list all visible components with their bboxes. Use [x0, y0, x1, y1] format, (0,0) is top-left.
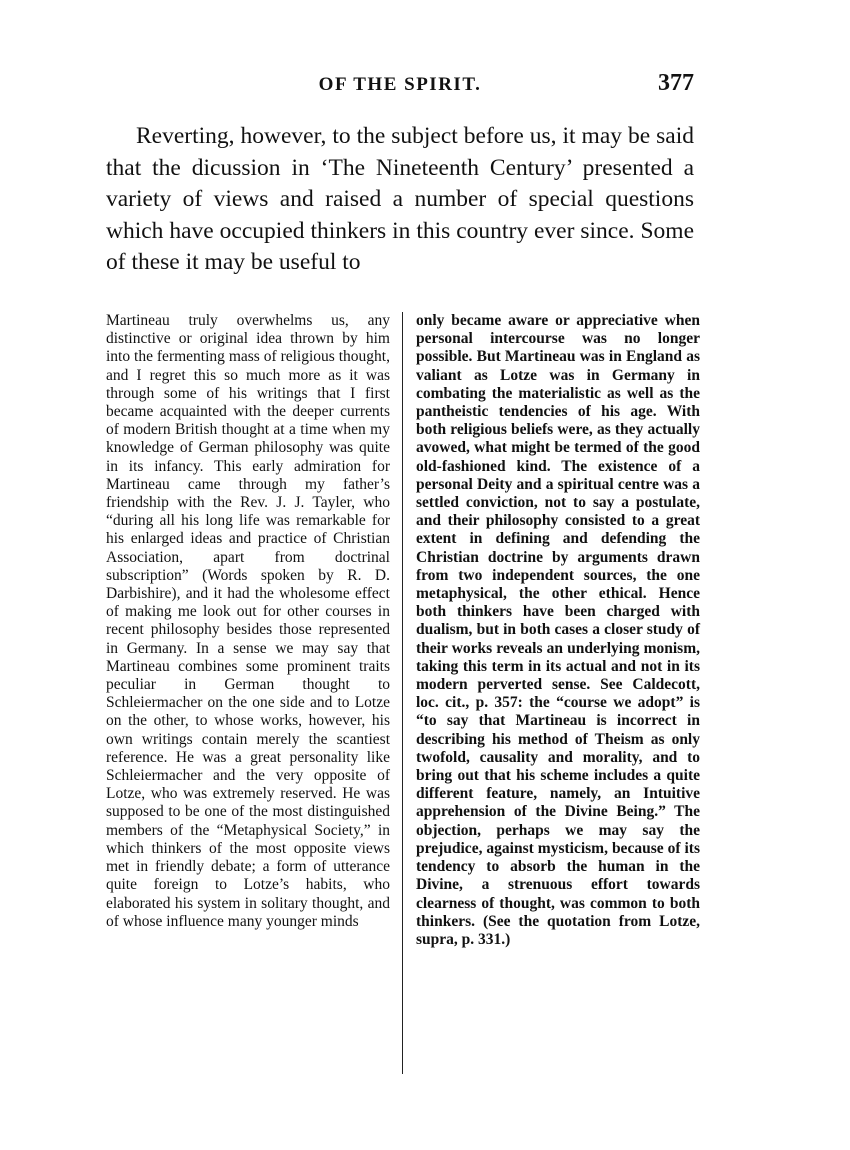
page-header: [106, 70, 694, 102]
main-text: [106, 121, 694, 279]
running-title: OF THE SPIRIT.: [318, 74, 482, 95]
column-divider: [402, 312, 403, 1074]
footnote-left-column: [106, 312, 390, 931]
footnote-right-column: [416, 312, 700, 949]
footnote-right-text: only became aware or appreciative when personal intercourse was no longer possible. But Martineau was in England as valiant as Lotze was in Germany in combating the materialistic as well as the pantheistic tendencies of his age. With both religious beliefs were, as they actually avowed, what might be termed of the good old-fashioned kind. The existence of a personal Deity and a spiritual centre was a settled conviction, not to say a postulate, and their philosophy consisted to a great extent in defining and defending the Christian doctrine by arguments drawn from two independent sources, the one metaphysical, the other ethical. Hence both thinkers have been charged with dualism, but in both cases a closer study of their works reveals an underlying monism, taking this term in its actual and not in its modern perverted sense. See Caldecott, loc. cit., p. 357: the “course we adopt” is “to say that Martineau is incorrect in describing his method of Theism as only twofold, causality and morality, and to bring out that his scheme includes a quite different feature, namely, an Intuitive apprehension of the Divine Being.” The objection, perhaps we may say the prejudice, against mysticism, because of its tendency to absorb the human in the Divine, a strenuous effort towards clearness of thought, was common to both thinkers. (See the quotation from Lotze, supra, p. 331.): [416, 312, 700, 948]
body-paragraph: Reverting, however, to the subject before us, it may be said that the dicussion in ‘The Nineteenth Century’ presented a variety of views and raised a number of special questions which have occupied thinkers in this country ever since. Some of these it may be useful to: [106, 123, 694, 275]
footnote-left-text: Martineau truly overwhelms us, any distinctive or original idea thrown by him into the fermenting mass of religious thought, and I regret this so much more as it was through some of his writings that I first became acquainted with the deeper currents of modern British thought at a time when my knowledge of German philosophy was quite in its infancy. This early admiration for Martineau came through my father’s friendship with the Rev. J. J. Tayler, who “during all his long life was remarkable for his enlarged ideas and practice of Christian Association, apart from doctrinal subscription” (Words spoken by R. D. Darbishire), and it had the wholesome effect of making me look out for other courses in recent philosophy besides those represented in Germany. In a sense we may say that Martineau combines some prominent traits peculiar in German thought to Schleiermacher on the one side and to Lotze on the other, to whose works, however, his own writings contain merely the scantiest reference. He was a great personality like Schleiermacher and the very opposite of Lotze, who was extremely reserved. He was supposed to be one of the most distinguished members of the “Metaphysical Society,” in which thinkers of the most opposite views met in friendly debate; a form of utterance quite foreign to Lotze’s habits, who elaborated his system in solitary thought, and of whose influence many younger minds: [106, 312, 390, 930]
page-number: 377: [658, 70, 694, 96]
footnote-area: [106, 312, 700, 1077]
